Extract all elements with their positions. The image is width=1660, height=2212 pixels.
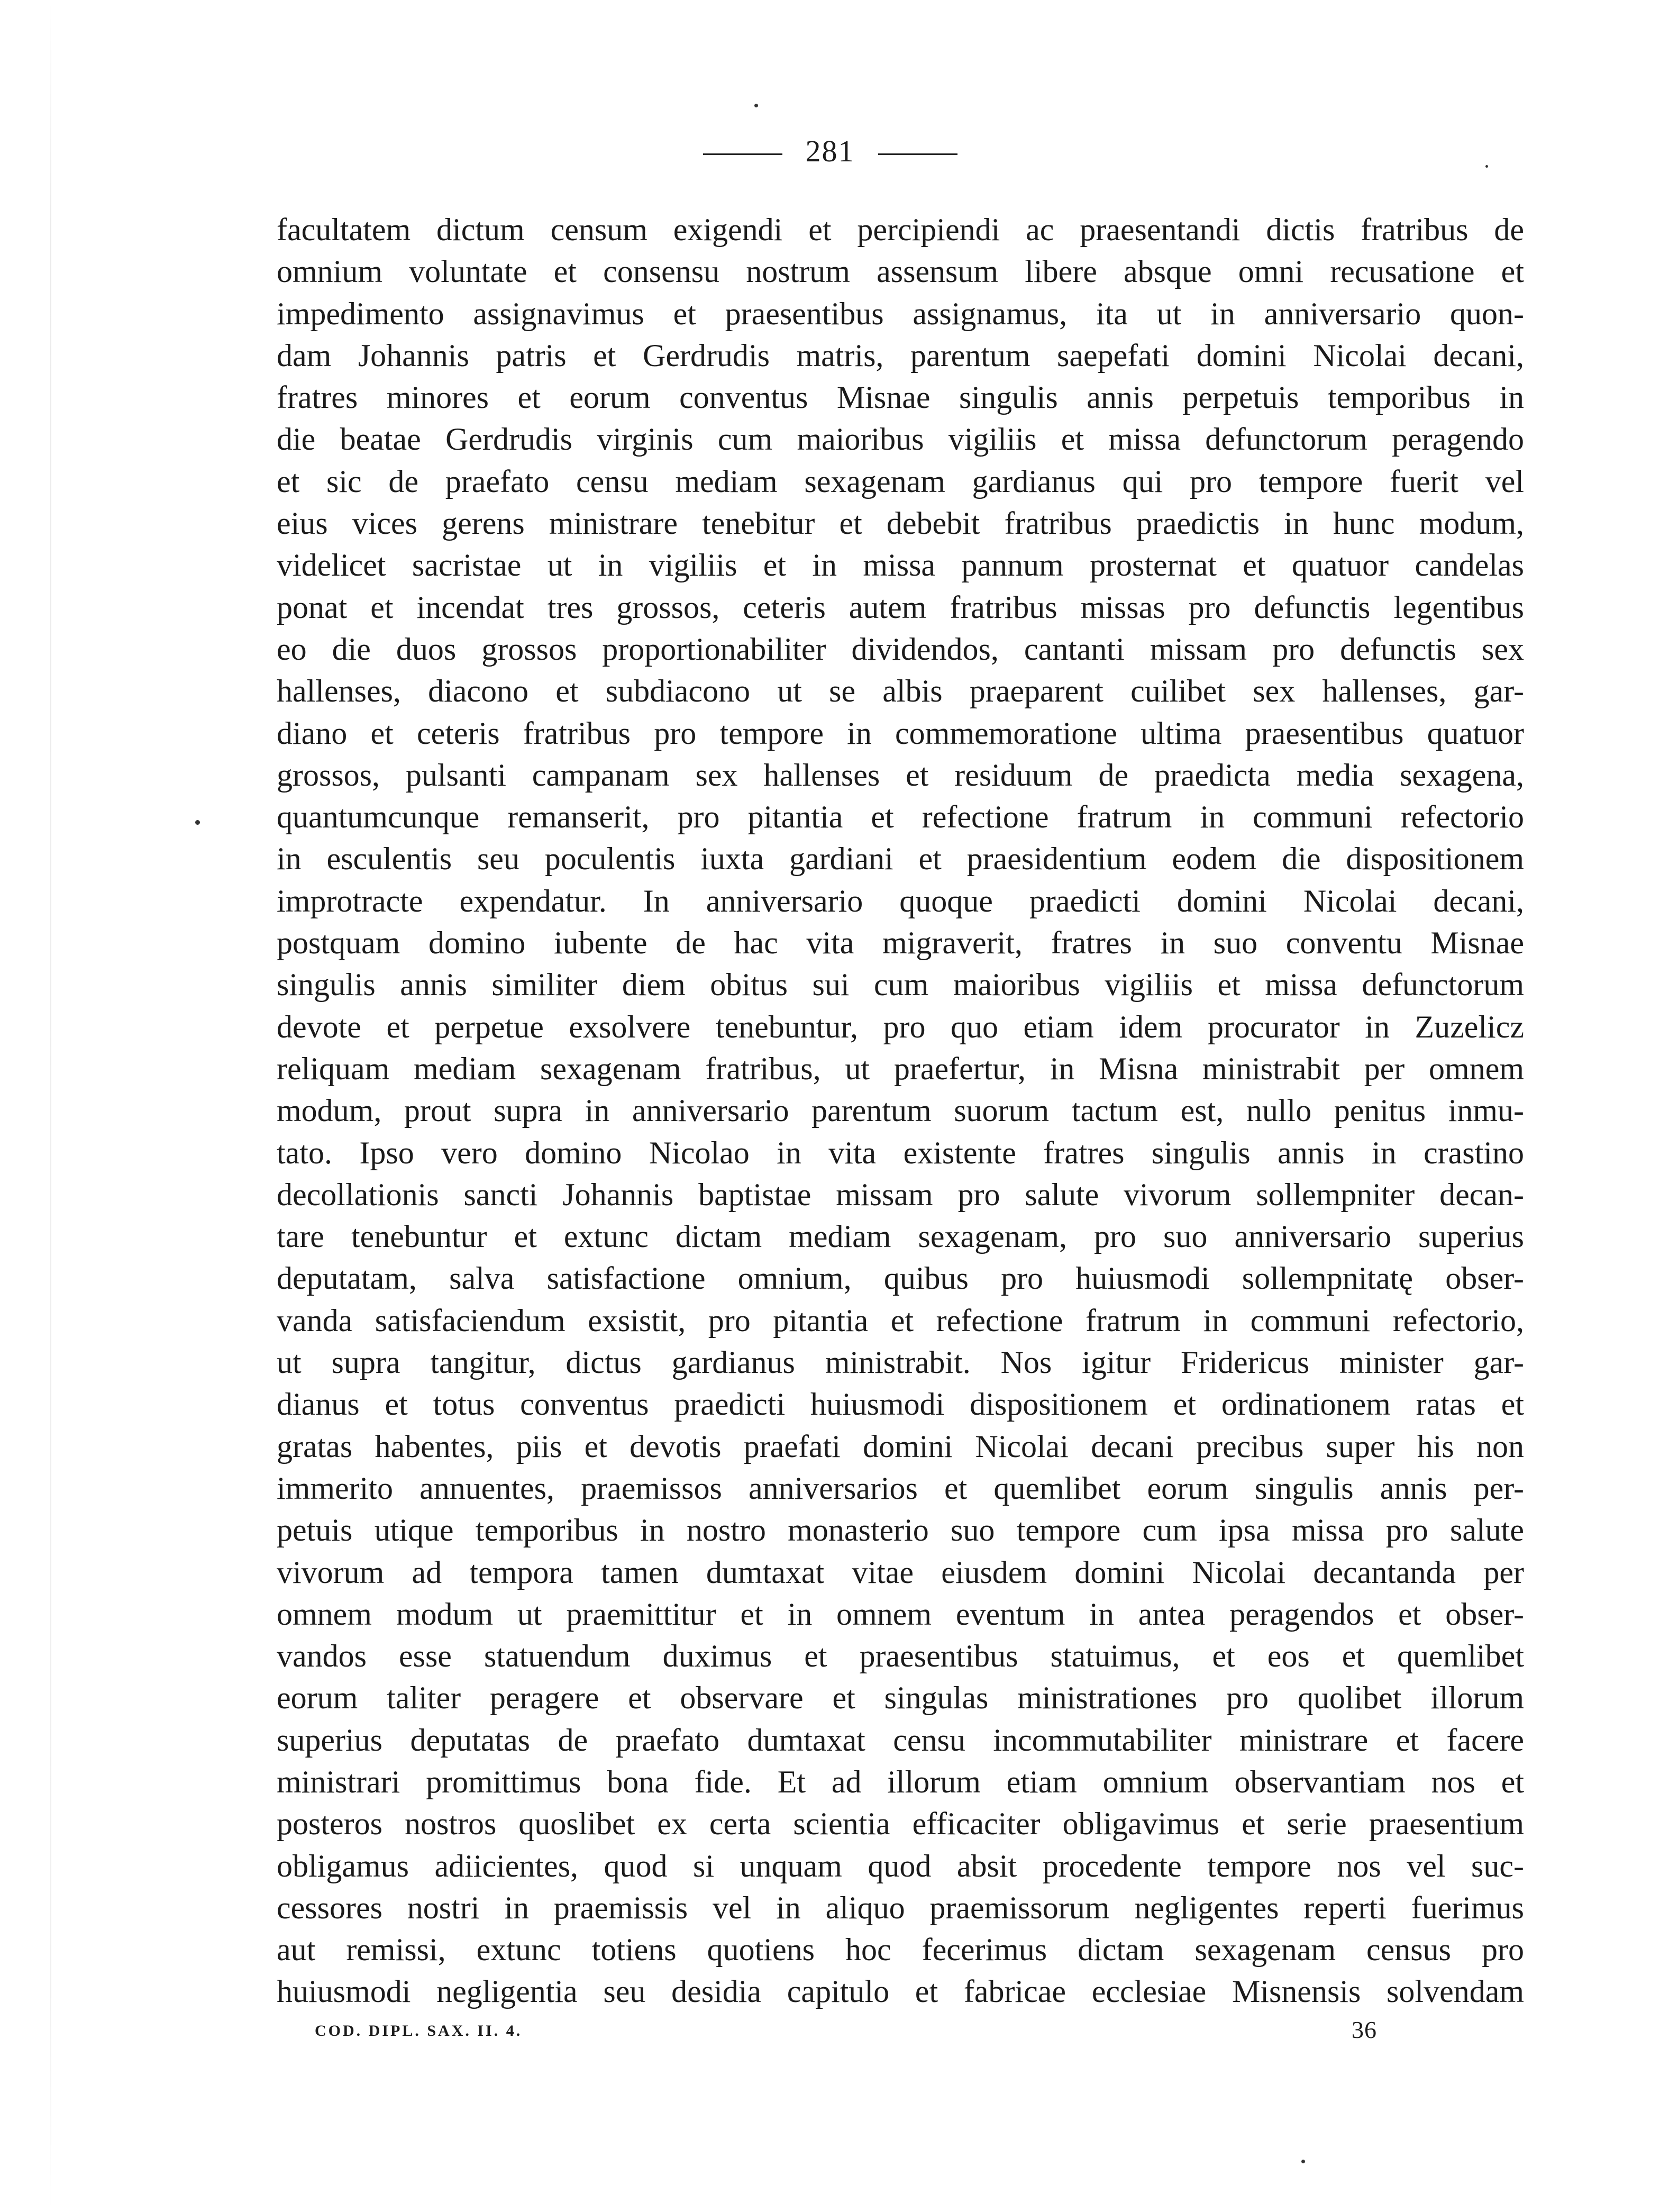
text-line: eo die duos grossos proportionabiliter dividendos, cantanti missam pro defunctis sex — [277, 631, 1524, 667]
text-line: omnium voluntate et consensu nostrum assensum libere absque omni recusatione et — [277, 254, 1524, 289]
text-line: superius deputatas de praefato dumtaxat censu incommutabiliter ministrare et facere — [277, 1722, 1524, 1758]
text-line: quantumcunque remanserit, pro pitantia et refectione fratrum in communi refectorio — [277, 799, 1524, 835]
text-line: singulis annis similiter diem obitus sui cum maioribus vigiliis et missa defunctorum — [277, 967, 1524, 1003]
text-line: fratres minores et eorum conventus Misnae singulis annis perpetuis temporibus in — [277, 380, 1524, 415]
text-line: cessores nostri in praemissis vel in aliquo praemissorum negligentes reperti fuerimus — [277, 1890, 1524, 1925]
text-line: reliquam mediam sexagenam fratribus, ut praefertur, in Misna ministrabit per omnem — [277, 1051, 1524, 1086]
body-text — [277, 209, 1524, 2013]
text-line: in esculentis seu poculentis iuxta gardiani et praesidentium eodem die dispositionem — [277, 841, 1524, 877]
text-line: aut remissi, extunc totiens quotiens hoc fecerimus dictam sexagenam census pro — [277, 1932, 1524, 1968]
text-line: die beatae Gerdrudis virginis cum maioribus vigiliis et missa defunctorum peragendo — [277, 422, 1524, 457]
text-line: dianus et totus conventus praedicti huiusmodi dispositionem et ordinationem ratas et — [277, 1387, 1524, 1422]
text-line: decollationis sancti Johannis baptistae missam pro salute vivorum sollempniter decan- — [277, 1177, 1524, 1212]
text-line: deputatam, salva satisfactione omnium, quibus pro huiusmodi sollempnitatę obser- — [277, 1261, 1524, 1296]
text-line: vanda satisfaciendum exsistit, pro pitantia et refectione fratrum in communi refectorio, — [277, 1303, 1524, 1338]
page-number-value: 281 — [805, 134, 855, 168]
text-line: vandos esse statuendum duximus et praesentibus statuimus, et eos et quemlibet — [277, 1638, 1524, 1674]
text-line: tare tenebuntur et extunc dictam mediam sexagenam, pro suo anniversario superius — [277, 1219, 1524, 1254]
text-line: petuis utique temporibus in nostro monasterio suo tempore cum ipsa missa pro salute — [277, 1513, 1524, 1548]
text-line: ut supra tangitur, dictus gardianus ministrabit. Nos igitur Fridericus minister gar- — [277, 1345, 1524, 1380]
text-line: facultatem dictum censum exigendi et percipiendi ac praesentandi dictis fratribus de — [277, 212, 1524, 247]
page-number-dash-left — [703, 153, 782, 155]
text-line: modum, prout supra in anniversario parentum suorum tactum est, nullo penitus inmu- — [277, 1093, 1524, 1128]
text-line: postquam domino iubente de hac vita migraverit, fratres in suo conventu Misnae — [277, 925, 1524, 961]
text-line: grossos, pulsanti campanam sex hallenses et residuum de praedicta media sexagena, — [277, 757, 1524, 793]
scan-speck — [754, 104, 758, 107]
text-line: omnem modum ut praemittitur et in omnem eventum in antea peragendos et obser- — [277, 1596, 1524, 1632]
footer-sheet-number: 36 — [1352, 2016, 1377, 2043]
scan-margin-rule — [50, 0, 51, 2212]
text-line: hallenses, diacono et subdiacono ut se albis praeparent cuilibet sex hallenses, gar- — [277, 673, 1524, 709]
text-line: ponat et incendat tres grossos, ceteris autem fratribus missas pro defunctis legentibus — [277, 589, 1524, 625]
page-footer — [315, 2016, 1404, 2043]
text-line: tato. Ipso vero domino Nicolao in vita existente fratres singulis annis in crastino — [277, 1135, 1524, 1170]
footer-signature: COD. DIPL. SAX. II. 4. — [315, 2022, 523, 2040]
page-number — [0, 133, 1660, 169]
scan-speck — [195, 820, 200, 825]
text-line: diano et ceteris fratribus pro tempore in commemoratione ultima praesentibus quatuor — [277, 715, 1524, 751]
text-line: impedimento assignavimus et praesentibus assignamus, ita ut in anniversario quon- — [277, 296, 1524, 331]
text-line: et sic de praefato censu mediam sexagenam gardianus qui pro tempore fuerit vel — [277, 463, 1524, 499]
text-line: dam Johannis patris et Gerdrudis matris, parentum saepefati domini Nicolai decani, — [277, 338, 1524, 373]
text-line: eius vices gerens ministrare tenebitur et debebit fratribus praedictis in hunc modum, — [277, 506, 1524, 541]
text-line: videlicet sacristae ut in vigiliis et in missa pannum prosternat et quatuor candelas — [277, 548, 1524, 583]
text-line: vivorum ad tempora tamen dumtaxat vitae eiusdem domini Nicolai decantanda per — [277, 1554, 1524, 1590]
text-line: improtracte expendatur. In anniversario quoque praedicti domini Nicolai decani, — [277, 883, 1524, 918]
page-number-dash-right — [878, 153, 957, 155]
scan-speck — [1301, 2160, 1305, 2163]
text-line: obligamus adiicientes, quod si unquam quod absit procedente tempore nos vel suc- — [277, 1848, 1524, 1883]
text-line: posteros nostros quoslibet ex certa scientia efficaciter obligavimus et serie praesentium — [277, 1806, 1524, 1842]
text-line: immerito annuentes, praemissos anniversarios et quemlibet eorum singulis annis per- — [277, 1470, 1524, 1506]
text-line: ministrari promittimus bona fide. Et ad illorum etiam omnium observantiam nos et — [277, 1764, 1524, 1799]
text-line: eorum taliter peragere et observare et singulas ministrationes pro quolibet illorum — [277, 1680, 1524, 1716]
text-line: gratas habentes, piis et devotis praefati domini Nicolai decani precibus super his non — [277, 1428, 1524, 1464]
text-line: huiusmodi negligentia seu desidia capitulo et fabricae ecclesiae Misnensis solvendam — [277, 1974, 1524, 2009]
text-line: devote et perpetue exsolvere tenebuntur, pro quo etiam idem procurator in Zuzelicz — [277, 1009, 1524, 1044]
